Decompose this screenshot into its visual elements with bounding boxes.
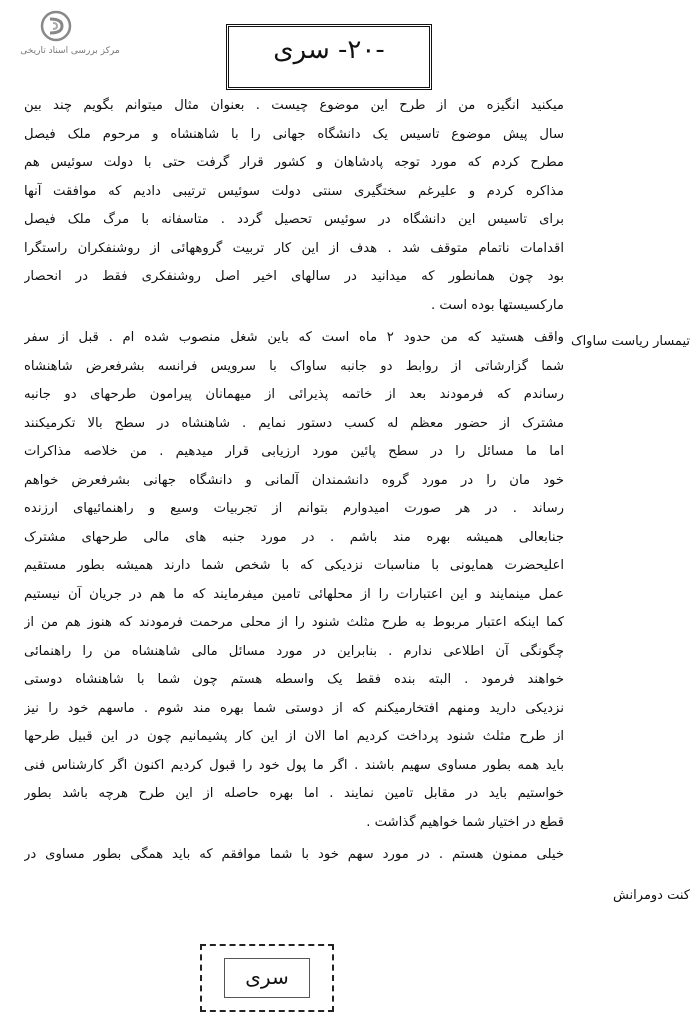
text-line: رساندم که فرمودند بعد از خاتمه پذیرائی از میهمانان پیرامون طرحهای دو جانبه [24, 387, 564, 402]
document-body [24, 92, 564, 870]
paragraph [24, 324, 564, 837]
speaker-label-de-marenches: کنت دومرانش [612, 888, 690, 903]
paragraph [24, 841, 564, 870]
archive-logo [10, 6, 130, 66]
text-line: مذاکره کردم و علیرغم سختگیری سنتی دولت سوئیس ترتیبی دادیم که موافقت آنها [24, 183, 564, 199]
text-line: بود چون همانطور که میدانید در سالهای اخیر اصل روشنفکری فقط در انحصار [24, 269, 564, 284]
paragraph [24, 92, 564, 320]
text-line: باید همه بطور مساوی سهیم باشند . اگر ما پول خود را قبول کردیم اکنون اگر کارشناس فنی [24, 757, 564, 773]
classification-footer-stamp [200, 944, 334, 1012]
page-number-classification: -۲۰- سری [273, 35, 385, 65]
speaker-label-savak-head: تیمسار ریاست ساواک [570, 334, 690, 349]
text-line: اقدامات ناتمام متوقف شد . هدف از این کار تربیت گروههائی از روشنفکران راستگرا [24, 240, 564, 256]
text-line: قطع در اختیار شما خواهیم گذاشت . [366, 814, 564, 830]
archive-logo-icon [40, 10, 72, 42]
classification-header-box [226, 24, 432, 90]
text-line: خواستیم باید در مقابل تامین نمایند . اما بهره حاصله از این طرح هرچه باشد بطور [24, 786, 564, 801]
text-line: خیلی ممنون هستم . در مورد سهم خود با شما موافقم که باید همگی بطور مساوی در [24, 847, 564, 862]
text-line: عمل مینمایند و این اعتبارات را از محلهائی تامین میفرمایند که ما هم در جریان آن نیستیم [24, 586, 564, 602]
text-line: برای تاسیس این دانشگاه در سوئیس تحصیل گردد . متاسفانه با مرگ ملک فیصل [24, 212, 564, 227]
text-line: سال پیش موضوع تاسیس یک دانشگاه جهانی را با شاهنشاه و مرحوم ملک فیصل [24, 126, 564, 142]
classification-footer-text: سری [245, 965, 289, 989]
text-line: چگونگی آن اطلاعی ندارم . بنابراین در مورد مسائل مالی شاهنشاه من را راهنمائی [24, 643, 564, 659]
text-line: اما ما مسائل را در سطح پائین مورد ارزیابی قرار میدهیم . من خلاصه مذاکرات [24, 444, 564, 459]
archive-logo-text: مرکز بررسی اسناد تاریخی [20, 46, 120, 56]
text-line: کما اینکه اعتبار مربوط به طرح مثلث شنود را از محلی مرحمت فرمودند که هنوز هم من از [24, 615, 564, 630]
classification-footer-inner-box [224, 958, 310, 998]
text-line: جنابعالی همیشه بهره مند باشم . در مورد جنبه های مالی طرحهای مشترک [24, 529, 564, 545]
text-line: مشترک از حضور معظم له کسب دستور نمایم . شاهنشاه در سطح بالا تکرمیکنند [24, 415, 564, 431]
text-line: اعلیحضرت همایونی با مناسبات نزدیکی که با شخص شما دارند همیشه بطور مستقیم [24, 558, 564, 573]
text-line: میکنید انگیزه من از طرح این موضوع چیست . بعنوان مثال میتوانم بگویم چند بین [24, 98, 564, 113]
text-line: مطرح کردم که مورد توجه پادشاهان و کشور قرار گرفت حتی با دولت سوئیس هم [24, 155, 564, 170]
text-line: مارکسیستها بوده است . [430, 297, 564, 313]
text-line: از طرح مثلث شنود پرداخت کردیم اما الان از این کار پشیمانیم چون در این قبیل طرحها [24, 729, 564, 744]
text-line: نزدیکی دارید ومنهم افتخارمیکنم که از دوستی شما بهره مند شوم . ماسهم خود را نیز [24, 700, 564, 716]
text-line: خواهند فرمود . البته بنده فقط یک واسطه هستم چون شما با شاهنشاه دوستی [24, 672, 564, 687]
text-line: شما گزارشاتی از روابط دو جانبه ساواک با سرویس فرانسه بشرفعرض شاهنشاه [24, 358, 564, 374]
text-line: واقف هستید که من حدود ۲ ماه است که باین شغل منصوب شده ام . قبل از سفر [24, 330, 564, 345]
text-line: خود مان را در مورد گروه دانشمندان آلمانی و دانشگاه جهانی بشرفعرض خواهم [24, 472, 564, 488]
text-line: رساند . در هر صورت امیدوارم بتوانم از تجربیات وسیع و راهنمائیهای ارزنده [24, 501, 564, 516]
